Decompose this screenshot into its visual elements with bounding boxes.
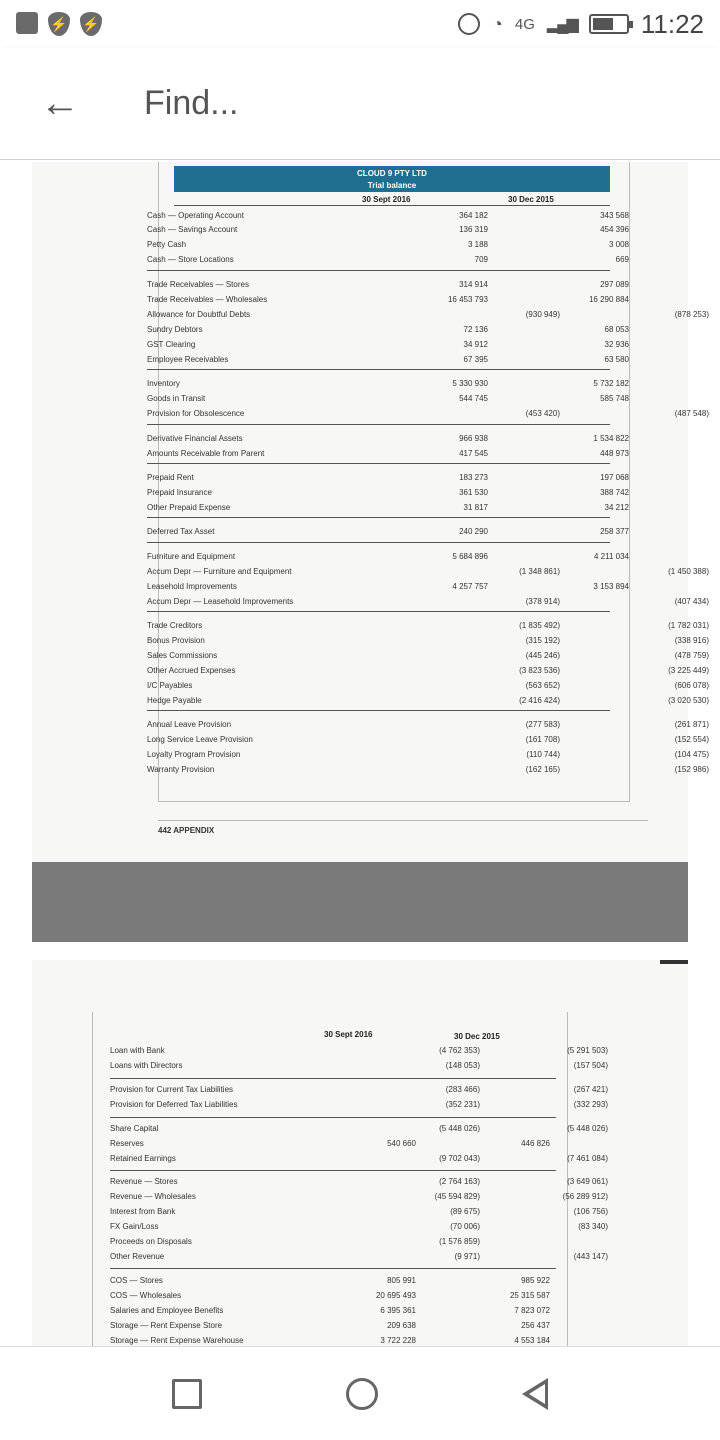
- value-2015-credit: (267 421): [573, 1085, 608, 1094]
- table-row: [147, 355, 629, 369]
- table-row: [147, 280, 629, 294]
- row-label: Trade Creditors: [147, 621, 203, 630]
- value-2016-credit: (1 576 859): [439, 1237, 480, 1246]
- value-2016-debit: 3 722 228: [380, 1336, 416, 1345]
- section-rule: [110, 1268, 556, 1269]
- row-label: Trade Receivables — Stores: [147, 280, 249, 289]
- value-2015-debit: 1 534 822: [593, 434, 629, 443]
- value-2015-debit: 985 922: [521, 1276, 550, 1285]
- row-label: Allowance for Doubtful Debts: [147, 310, 251, 319]
- recents-icon[interactable]: [172, 1379, 202, 1409]
- value-2015-debit: 16 290 884: [588, 295, 629, 304]
- table-row: [110, 1192, 608, 1206]
- value-2016-debit: 361 530: [459, 488, 488, 497]
- table-row: [110, 1139, 580, 1153]
- value-2016-debit: 31 817: [463, 503, 488, 512]
- row-label: Cash — Store Locations: [147, 255, 234, 264]
- value-2016-debit: 4 257 757: [452, 582, 488, 591]
- table-row: [147, 567, 709, 581]
- value-2016-credit: (1 348 861): [519, 567, 560, 576]
- section-rule: [147, 463, 610, 464]
- section-rule: [147, 424, 610, 425]
- row-label: Employee Receivables: [147, 355, 229, 364]
- section-rule: [147, 517, 610, 518]
- value-2015-debit: 3 153 894: [593, 582, 629, 591]
- value-2015-credit: (152 986): [674, 765, 709, 774]
- value-2015-debit: 585 748: [600, 394, 629, 403]
- status-time: 11:22: [640, 8, 704, 39]
- find-input[interactable]: Find...: [144, 84, 239, 122]
- value-2015-credit: (478 759): [674, 651, 709, 660]
- value-2016-debit: 209 638: [387, 1321, 416, 1330]
- row-label: Cash — Operating Account: [147, 211, 244, 220]
- value-2016-credit: (70 006): [450, 1222, 480, 1231]
- value-2016-credit: (2 416 424): [519, 696, 560, 705]
- row-label: I/C Payables: [147, 681, 193, 690]
- table-row: [147, 295, 629, 309]
- company-name: CLOUD 9 PTY LTD: [357, 169, 427, 178]
- value-2015-credit: (56 289 912): [562, 1192, 608, 1201]
- value-2015-credit: (1 450 388): [668, 567, 709, 576]
- report-title: Trial balance: [367, 181, 417, 190]
- table-row: [147, 225, 629, 239]
- value-2015-credit: (5 448 026): [567, 1124, 608, 1133]
- row-label: Storage — Rent Expense Warehouse: [110, 1336, 244, 1345]
- row-label: Salaries and Employee Benefits: [110, 1306, 224, 1315]
- table-row: [147, 325, 629, 339]
- row-label: Warranty Provision: [147, 765, 215, 774]
- alarm-icon: [458, 13, 480, 35]
- value-2016-credit: (3 823 536): [519, 666, 560, 675]
- value-2016-credit: (110 744): [526, 750, 560, 759]
- table-row: [147, 394, 629, 408]
- value-2016-debit: 67 395: [463, 355, 488, 364]
- table-row: [147, 473, 629, 487]
- value-2015-debit: 25 315 587: [509, 1291, 550, 1300]
- value-2016-debit: 540 660: [387, 1139, 416, 1148]
- row-label: Accum Depr — Leasehold Improvements: [147, 597, 294, 606]
- trial-balance-header: [174, 166, 610, 192]
- value-2015-credit: (332 293): [573, 1100, 608, 1109]
- table-row: [147, 503, 629, 517]
- table-row: [147, 310, 709, 324]
- row-label: Storage — Rent Expense Store: [110, 1321, 223, 1330]
- value-2016-credit: (378 914): [525, 597, 560, 606]
- table-row: [147, 527, 629, 541]
- value-2015-debit: 34 212: [604, 503, 629, 512]
- table-row: [147, 449, 629, 463]
- row-label: Provision for Deferred Tax Liabilities: [110, 1100, 238, 1109]
- row-label: Derivative Financial Assets: [147, 434, 243, 443]
- row-label: Prepaid Rent: [147, 473, 194, 482]
- value-2015-credit: (3 649 061): [567, 1177, 608, 1186]
- value-2016-credit: (9 702 043): [439, 1154, 480, 1163]
- table-row: [147, 597, 709, 611]
- network-type: 4G: [514, 15, 535, 33]
- row-label: Provision for Current Tax Liabilities: [110, 1085, 234, 1094]
- notification-icons: [16, 12, 102, 36]
- value-2016-debit: 314 914: [459, 280, 488, 289]
- table-row: [147, 434, 629, 448]
- value-2015-debit: 448 973: [600, 449, 629, 458]
- table-row: [147, 735, 709, 749]
- value-2015-credit: (3 020 530): [668, 696, 709, 705]
- value-2016-debit: 5 684 896: [452, 552, 488, 561]
- value-2015-credit: (443 147): [573, 1252, 608, 1261]
- row-label: Bonus Provision: [147, 636, 205, 645]
- table-row: [147, 582, 629, 596]
- value-2015-debit: 4 211 034: [594, 552, 629, 561]
- row-label: Loans with Directors: [110, 1061, 183, 1070]
- table-row: [147, 488, 629, 502]
- document-page-2: [32, 960, 688, 1346]
- value-2015-debit: 3 008: [608, 240, 629, 249]
- row-label: Revenue — Wholesales: [110, 1192, 196, 1201]
- value-2016-debit: 417 545: [459, 449, 488, 458]
- row-label: Petty Cash: [147, 240, 187, 249]
- find-toolbar: [0, 48, 720, 160]
- row-label: Hedge Payable: [147, 696, 202, 705]
- table-row: [110, 1276, 580, 1290]
- back-arrow-icon[interactable]: ←: [40, 81, 80, 125]
- row-label: Provision for Obsolescence: [147, 409, 245, 418]
- value-2016-debit: 136 319: [459, 225, 488, 234]
- value-2016-debit: 72 136: [463, 325, 488, 334]
- value-2016-debit: 34 912: [463, 340, 488, 349]
- row-label: Revenue — Stores: [110, 1177, 178, 1186]
- row-label: Goods in Transit: [147, 394, 206, 403]
- table-row: [110, 1154, 608, 1168]
- row-label: Prepaid Insurance: [147, 488, 212, 497]
- value-2015-debit: 68 053: [604, 325, 629, 334]
- value-2015-credit: (1 782 031): [668, 621, 709, 630]
- value-2015-credit: (261 871): [674, 720, 709, 729]
- value-2015-debit: 297 089: [600, 280, 629, 289]
- column-header-2015: 30 Dec 2015: [508, 195, 554, 204]
- android-nav-bar: [0, 1346, 720, 1440]
- value-2015-debit: 446 826: [521, 1139, 550, 1148]
- value-2015-debit: 63 580: [604, 355, 629, 364]
- value-2015-credit: (407 434): [674, 597, 709, 606]
- row-label: Sundry Debtors: [147, 325, 203, 334]
- table-row: [110, 1100, 608, 1114]
- value-2016-debit: 805 991: [387, 1276, 416, 1285]
- value-2016-credit: (930 949): [525, 310, 560, 319]
- row-label: Annual Leave Provision: [147, 720, 232, 729]
- row-label: COS — Stores: [110, 1276, 163, 1285]
- value-2015-debit: 7 823 072: [514, 1306, 550, 1315]
- shield-notification-icon: ⚡: [48, 12, 70, 36]
- value-2015-debit: 256 437: [521, 1321, 550, 1330]
- value-2015-credit: (104 475): [674, 750, 709, 759]
- value-2016-credit: (148 053): [445, 1061, 480, 1070]
- value-2015-debit: 258 377: [600, 527, 629, 536]
- row-label: Proceeds on Disposals: [110, 1237, 192, 1246]
- value-2015-debit: 343 568: [600, 211, 629, 220]
- row-label: Other Accrued Expenses: [147, 666, 236, 675]
- table-row: [147, 651, 709, 665]
- page-footer: 442 APPENDIX: [158, 826, 215, 835]
- value-2015-credit: (157 504): [573, 1061, 608, 1070]
- table-row: [110, 1291, 580, 1305]
- value-2015-credit: (878 253): [674, 310, 709, 319]
- value-2016-credit: (453 420): [525, 409, 560, 418]
- value-2015-debit: 5 732 182: [593, 379, 629, 388]
- row-label: Other Prepaid Expense: [147, 503, 231, 512]
- value-2015-credit: (83 340): [578, 1222, 608, 1231]
- table-row: [147, 666, 709, 680]
- table-row: [147, 765, 709, 779]
- value-2015-credit: (3 225 449): [668, 666, 709, 675]
- table-row: [147, 621, 709, 635]
- column-header-2016-p2: 30 Sept 2016: [324, 1030, 373, 1039]
- value-2015-credit: (106 756): [573, 1207, 608, 1216]
- table-row: [110, 1222, 608, 1236]
- row-label: Deferred Tax Asset: [147, 527, 215, 536]
- page-gap: [32, 862, 688, 942]
- value-2016-credit: (162 165): [525, 765, 560, 774]
- value-2016-credit: (315 192): [525, 636, 560, 645]
- value-2016-debit: 364 182: [459, 211, 488, 220]
- row-label: Inventory: [147, 379, 180, 388]
- row-label: Leasehold Improvements: [147, 582, 237, 591]
- value-2016-credit: (283 466): [445, 1085, 480, 1094]
- row-label: FX Gain/Loss: [110, 1222, 159, 1231]
- row-label: Reserves: [110, 1139, 144, 1148]
- status-bar: [0, 0, 720, 48]
- table-row: [110, 1306, 580, 1320]
- row-label: GST Clearing: [147, 340, 196, 349]
- wifi-icon: ◔: [492, 13, 503, 34]
- row-label: Sales Commissions: [147, 651, 218, 660]
- page-edge: [660, 960, 688, 964]
- table-row: [110, 1336, 580, 1346]
- value-2015-debit: 197 068: [600, 473, 629, 482]
- value-2016-credit: (1 835 492): [519, 621, 560, 630]
- value-2015-credit: (487 548): [674, 409, 709, 418]
- value-2016-credit: (2 764 163): [439, 1177, 480, 1186]
- nav-back-icon[interactable]: [522, 1378, 548, 1410]
- section-rule: [147, 270, 610, 271]
- column-header-2016: 30 Sept 2016: [362, 195, 411, 204]
- table-row: [147, 636, 709, 650]
- table-row: [147, 340, 629, 354]
- document-page-1: [32, 162, 709, 862]
- row-label: Loan with Bank: [110, 1046, 165, 1055]
- row-label: Cash — Savings Account: [147, 225, 238, 234]
- value-2016-credit: (9 971): [454, 1252, 480, 1261]
- section-rule: [147, 542, 610, 543]
- value-2016-debit: 20 695 493: [375, 1291, 416, 1300]
- table-row: [147, 409, 709, 423]
- section-rule: [110, 1117, 556, 1118]
- value-2016-debit: 16 453 793: [447, 295, 488, 304]
- value-2016-debit: 709: [474, 255, 488, 264]
- section-rule: [110, 1078, 556, 1079]
- row-label: Long Service Leave Provision: [147, 735, 253, 744]
- footer-rule: [158, 820, 648, 821]
- section-rule: [110, 1170, 556, 1171]
- row-label: COS — Wholesales: [110, 1291, 182, 1300]
- table-row: [110, 1061, 608, 1075]
- value-2016-credit: (4 762 353): [439, 1046, 480, 1055]
- table-row: [147, 681, 709, 695]
- table-row: [147, 211, 629, 225]
- row-label: Accum Depr — Furniture and Equipment: [147, 567, 292, 576]
- value-2016-credit: (5 448 026): [439, 1124, 480, 1133]
- value-2016-credit: (89 675): [450, 1207, 480, 1216]
- table-row: [147, 750, 709, 764]
- table-row: [147, 552, 629, 566]
- table-row: [110, 1124, 608, 1138]
- value-2015-credit: (338 916): [674, 636, 709, 645]
- value-2015-credit: (5 291 503): [567, 1046, 608, 1055]
- row-label: Other Revenue: [110, 1252, 165, 1261]
- value-2016-credit: (563 652): [525, 681, 560, 690]
- table-row: [147, 720, 709, 734]
- table-row: [110, 1177, 608, 1191]
- shield-notification-icon-2: ⚡: [80, 12, 102, 36]
- value-2015-debit: 669: [615, 255, 629, 264]
- section-rule: [147, 611, 610, 612]
- value-2016-debit: 183 273: [459, 473, 488, 482]
- section-rule: [147, 710, 610, 711]
- value-2016-credit: (277 583): [525, 720, 560, 729]
- table-row: [147, 240, 629, 254]
- value-2015-credit: (606 078): [674, 681, 709, 690]
- table-row: [110, 1046, 608, 1060]
- value-2016-debit: 544 745: [459, 394, 488, 403]
- value-2015-debit: 4 553 184: [514, 1336, 550, 1345]
- value-2016-debit: 966 938: [459, 434, 488, 443]
- value-2016-credit: (445 246): [525, 651, 560, 660]
- signal-icon: ▂▄▆: [546, 16, 577, 33]
- section-rule: [147, 369, 610, 370]
- table-row: [110, 1321, 580, 1335]
- table-row: [147, 255, 629, 269]
- row-label: Interest from Bank: [110, 1207, 176, 1216]
- row-label: Retained Earnings: [110, 1154, 176, 1163]
- column-header-2015-p2: 30 Dec 2015: [454, 1032, 500, 1041]
- value-2016-credit: (45 594 829): [434, 1192, 480, 1201]
- value-2016-debit: 5 330 930: [452, 379, 488, 388]
- battery-icon: [589, 14, 629, 34]
- value-2016-credit: (352 231): [445, 1100, 480, 1109]
- image-notification-icon: [16, 12, 38, 34]
- value-2016-debit: 3 188: [467, 240, 488, 249]
- row-label: Furniture and Equipment: [147, 552, 236, 561]
- value-2015-credit: (7 461 084): [567, 1154, 608, 1163]
- home-icon[interactable]: [346, 1378, 378, 1410]
- row-label: Share Capital: [110, 1124, 159, 1133]
- row-label: Loyalty Program Provision: [147, 750, 241, 759]
- header-rule: [174, 205, 610, 206]
- table-row: [147, 379, 629, 393]
- value-2015-debit: 32 936: [604, 340, 629, 349]
- table-row: [110, 1085, 608, 1099]
- table-row: [110, 1237, 580, 1251]
- value-2016-debit: 6 395 361: [380, 1306, 416, 1315]
- row-label: Trade Receivables — Wholesales: [147, 295, 268, 304]
- table-row: [147, 696, 709, 710]
- document-viewer[interactable]: [0, 160, 720, 1346]
- value-2015-debit: 454 396: [600, 225, 629, 234]
- table-row: [110, 1207, 608, 1221]
- value-2015-debit: 388 742: [600, 488, 629, 497]
- value-2016-debit: 240 290: [459, 527, 488, 536]
- value-2016-credit: (161 708): [525, 735, 560, 744]
- row-label: Amounts Receivable from Parent: [147, 449, 265, 458]
- table-row: [110, 1252, 608, 1266]
- value-2015-credit: (152 554): [674, 735, 709, 744]
